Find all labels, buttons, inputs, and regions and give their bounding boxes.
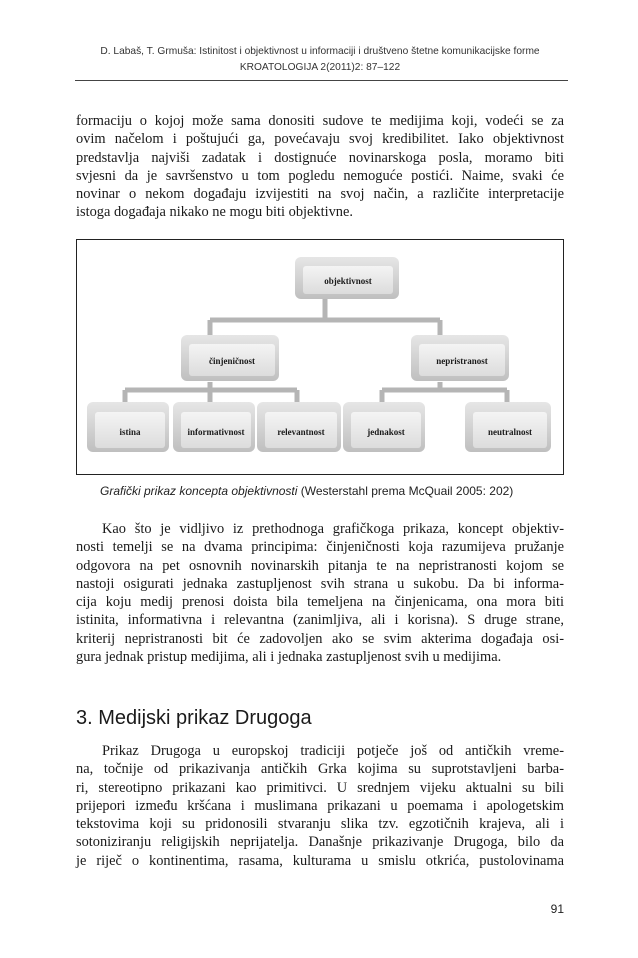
caption-source: (Westerstahl prema McQuail 2005: 202) bbox=[297, 484, 514, 498]
objectivity-diagram bbox=[76, 239, 564, 475]
page-number: 91 bbox=[550, 902, 564, 916]
box-label: informativnost bbox=[187, 427, 245, 437]
paragraph-2 bbox=[76, 520, 564, 666]
text-line: prijepori između kršćana i muslimana prikazani u poemama i apologetskim bbox=[76, 797, 564, 814]
caption-title: Grafički prikaz koncepta objektivnosti bbox=[100, 484, 298, 498]
text-line: je riječ o kontinentima, rasama, kulturama u smislu otkrića, pustolovinama bbox=[76, 852, 564, 869]
box-label: jednakost bbox=[367, 427, 405, 437]
box-relevantnost bbox=[257, 402, 341, 452]
box-label: relevantnost bbox=[277, 427, 325, 437]
header-rule bbox=[75, 80, 568, 81]
box-label: istina bbox=[119, 427, 141, 437]
box-label: činjeničnost bbox=[209, 356, 255, 366]
diagram-svg bbox=[77, 240, 563, 474]
text-line: nastoji osigurati jednaka zastupljenost svih strana u sukobu. Da bi informa- bbox=[76, 575, 564, 592]
text-line: predstavlja najviši zadatak i dostignuće novinarskoga posla, moramo biti bbox=[76, 149, 564, 166]
text-line: odgovora na pet osnovnih novinarskih pitanja te na nepristranosti kojom se bbox=[76, 557, 564, 574]
box-jednakost bbox=[343, 402, 425, 452]
text-line: gura jednak pristup medijima, ali i jednaka zastupljenost svih u medijima. bbox=[76, 649, 502, 666]
text-line: Kao što je vidljivo iz prethodnoga grafičkoga prikaza, koncept objektiv- bbox=[102, 521, 564, 537]
text-line: nosti temelji se na dvama principima: činjeničnosti koja razumijeva pružanje bbox=[76, 539, 564, 556]
text-line: ovim načelom i poštujući ga, povećavaju svoj kredibilitet. Iako objektivnost bbox=[76, 131, 564, 148]
paragraph-1 bbox=[76, 112, 564, 222]
text-line: sotoniziranju religijskih neprijatelja. Današnje prikazivanje Drugoga, bilo da bbox=[76, 834, 564, 851]
box-cinjenicnost bbox=[181, 335, 279, 381]
figure-caption bbox=[100, 484, 580, 498]
text-line: formaciju o kojoj može sama donositi sudove te medijima koji, vodeći se za bbox=[76, 113, 564, 129]
box-objektivnost bbox=[295, 257, 399, 299]
paragraph-3 bbox=[76, 742, 564, 870]
text-line: kriterij nepristranosti bit će zadovoljen ako se svim akterima događaja osi- bbox=[76, 630, 564, 647]
section-heading: 3. Medijski prikaz Drugoga bbox=[76, 707, 312, 729]
text-line: istoga događaja nikako ne mogu biti objektivne. bbox=[76, 204, 353, 221]
box-label: nepristranost bbox=[436, 356, 488, 366]
text-line: tekstovima koji su pridonosili stvaranju slika tzv. egzotičnih krajeva, ali i bbox=[76, 816, 564, 833]
text-line: Prikaz Drugoga u europskoj tradiciji potječe još od antičkih vreme- bbox=[102, 743, 564, 759]
running-header-authors-title: D. Labaš, T. Grmuša: Istinitost i objektivnost u informaciji i društveno štetne komunikacijske forme bbox=[100, 46, 540, 57]
box-nepristranost bbox=[411, 335, 509, 381]
text-line: ri, stereotipno prikazani kao primitivci. U srednjem vijeku aktualni su bili bbox=[76, 779, 564, 796]
text-line: novinar o nekom događaju izvijestiti na svoj način, a različite interpretacije bbox=[76, 186, 564, 203]
box-istina bbox=[87, 402, 169, 452]
box-label: objektivnost bbox=[324, 276, 372, 286]
text-line: na, točnije od prikazivanja antičkih Grka kojima su suprotstavljeni barba- bbox=[76, 761, 564, 778]
box-label: neutralnost bbox=[487, 427, 533, 437]
text-line: istinita, informativna i relevantna (zanimljiva, ali i korisna). S druge strane, bbox=[76, 612, 564, 629]
text-line: svjesni da je savršenstvo u tom pogledu nemoguće postići. Naime, svaki će bbox=[76, 167, 564, 184]
box-informativnost bbox=[173, 402, 255, 452]
running-header-journal: KROATOLOGIJA 2(2011)2: 87–122 bbox=[239, 62, 401, 73]
text-line: cija koju medij prenosi doista bila temeljena na činjenicama, ona mora biti bbox=[76, 594, 564, 611]
box-neutralnost bbox=[465, 402, 551, 452]
